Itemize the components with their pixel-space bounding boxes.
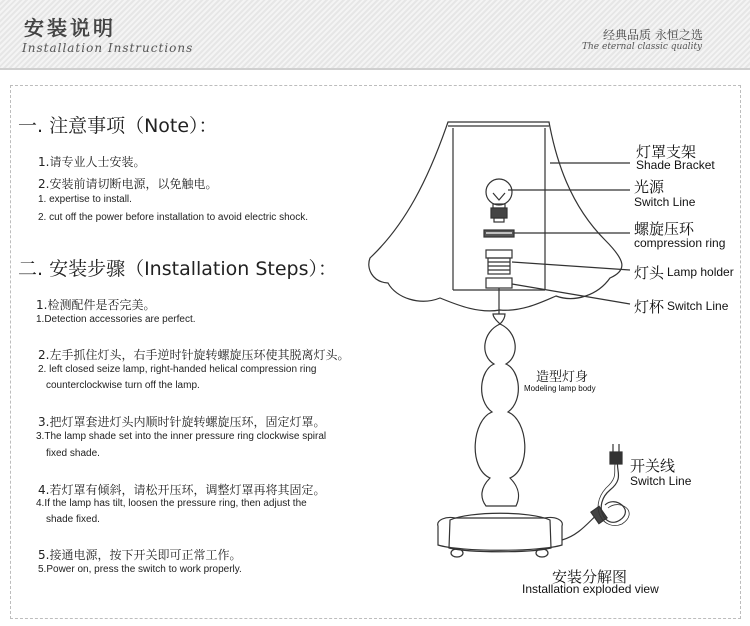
label-lamp-holder-en: Lamp holder bbox=[667, 265, 734, 279]
bulb-icon bbox=[486, 179, 512, 222]
lamp-base bbox=[438, 513, 563, 557]
label-lamp-body-zh: 造型灯身 bbox=[536, 370, 589, 385]
note-2-zh: 2.安装前请切断电源，以免触电。 bbox=[38, 177, 218, 191]
label-lamp-body-en: Modeling lamp body bbox=[524, 384, 596, 393]
label-shade-bracket-en: Shade Bracket bbox=[636, 158, 715, 172]
slogan-english: The eternal classic quality bbox=[582, 42, 703, 52]
step-4-en-line2: shade fixed. bbox=[46, 514, 100, 525]
label-exploded-view-en: Installation exploded view bbox=[522, 582, 659, 596]
leader-lamp-cup bbox=[512, 284, 630, 304]
lamp-holder-icon bbox=[486, 250, 512, 274]
lamp-cup-icon bbox=[486, 278, 512, 314]
step-2-en-line1: 2. left closed seize lamp, right-handed helical compression ring bbox=[38, 364, 317, 375]
note-1-zh: 1.请专业人士安装。 bbox=[38, 155, 146, 169]
label-lamp-cup-en: Switch Line bbox=[667, 299, 729, 313]
label-light-source-zh: 光源 bbox=[634, 178, 665, 196]
label-lamp-cup-zh: 灯杯 bbox=[634, 298, 665, 316]
label-shade-bracket-zh: 灯罩支架 bbox=[636, 143, 697, 161]
leader-lamp-holder bbox=[512, 262, 630, 270]
lamp-body bbox=[475, 314, 525, 506]
step-5-en: 5.Power on, press the switch to work properly. bbox=[38, 564, 242, 575]
label-switch-line-en: Switch Line bbox=[630, 474, 692, 488]
label-exploded-view-zh: 安装分解图 bbox=[552, 568, 628, 586]
step-3-en-line2: fixed shade. bbox=[46, 448, 100, 459]
compression-ring-icon bbox=[484, 230, 514, 237]
notes-heading: 一. 注意事项（Note）： bbox=[18, 115, 218, 137]
step-3-zh: 3.把灯罩套进灯头内顺时针旋转螺旋压环，固定灯罩。 bbox=[38, 415, 326, 429]
label-lamp-holder-zh: 灯头 bbox=[634, 264, 665, 282]
step-4-zh: 4.若灯罩有倾斜，请松开压环，调整灯罩再将其固定。 bbox=[38, 483, 326, 497]
step-1-zh: 1.检测配件是否完美。 bbox=[36, 298, 156, 312]
step-2-en-line2: counterclockwise turn off the lamp. bbox=[46, 380, 200, 391]
page-subtitle: Installation Instructions bbox=[22, 41, 194, 55]
note-2-en: 2. cut off the power before installation to avoid electric shock. bbox=[38, 212, 308, 223]
power-plug-icon bbox=[610, 444, 622, 464]
label-compression-ring-en: compression ring bbox=[634, 236, 726, 250]
step-3-en-line1: 3.The lamp shade set into the inner pressure ring clockwise spiral bbox=[36, 431, 327, 442]
step-1-en: 1.Detection accessories are perfect. bbox=[36, 314, 196, 325]
label-compression-ring-zh: 螺旋压环 bbox=[634, 220, 695, 238]
step-4-en-line1: 4.If the lamp has tilt, loosen the pressure ring, then adjust the bbox=[36, 498, 307, 509]
label-light-source-en: Switch Line bbox=[634, 195, 696, 209]
page-title: 安装说明 bbox=[24, 16, 116, 40]
step-2-zh: 2.左手抓住灯头，右手逆时针旋转螺旋压环使其脱离灯头。 bbox=[38, 348, 350, 362]
note-1-en: 1. expertise to install. bbox=[38, 194, 132, 205]
label-switch-line-zh: 开关线 bbox=[630, 457, 676, 475]
slogan: 经典品质 永恒之选 bbox=[603, 28, 703, 42]
steps-heading: 二. 安装步骤（Installation Steps）： bbox=[18, 258, 338, 280]
power-cord bbox=[562, 460, 629, 540]
step-5-zh: 5.接通电源，按下开关即可正常工作。 bbox=[38, 548, 242, 562]
